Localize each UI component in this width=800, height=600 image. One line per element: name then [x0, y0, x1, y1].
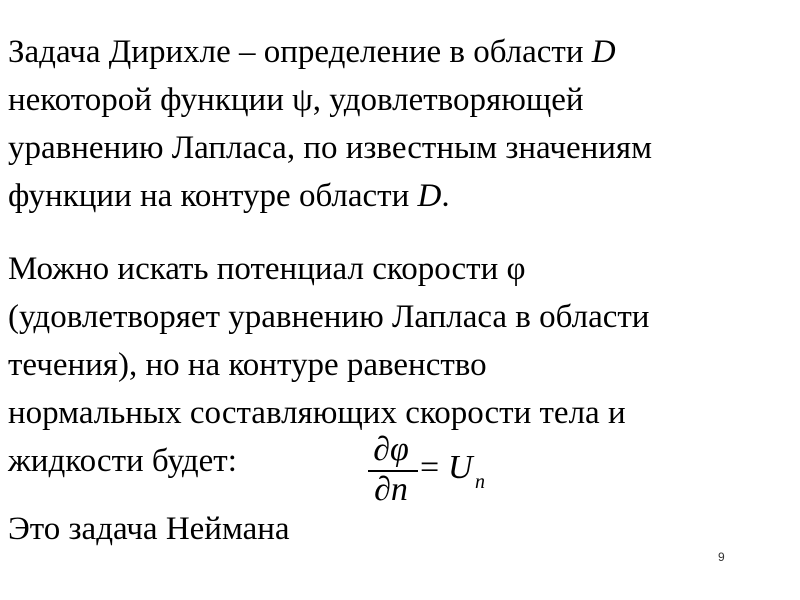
- fraction-denominator: ∂n: [374, 471, 408, 508]
- text-line: [8, 76, 652, 124]
- page-number: 9: [718, 550, 725, 564]
- text-line: [8, 172, 652, 220]
- text-segment: Можно искать потенциал скорости: [8, 251, 507, 287]
- text-segment: Задача Дирихле – определение в области: [8, 34, 592, 70]
- fraction-numerator: ∂φ: [373, 431, 409, 468]
- text-line: уравнению Лапласа, по известным значениям: [8, 130, 652, 166]
- text-segment: , удовлетворяющей: [312, 82, 584, 118]
- variable-d: D: [417, 178, 442, 214]
- text-segment: некоторой функции: [8, 82, 293, 118]
- paragraph-potential: [8, 245, 649, 485]
- variable-d: D: [591, 34, 616, 70]
- paragraph-dirichlet: [8, 28, 652, 220]
- text-line: течения), но на контуре равенство: [8, 347, 487, 383]
- subscript-n: n: [475, 471, 485, 493]
- symbol-psi: ψ: [292, 82, 313, 118]
- equals-sign: =: [420, 449, 440, 486]
- text-segment: функции на контуре области: [8, 178, 418, 214]
- velocity-u: U: [448, 449, 473, 486]
- text-line: нормальных составляющих скорости тела и: [8, 395, 626, 431]
- text-line: (удовлетворяет уравнению Лапласа в области: [8, 299, 650, 335]
- text-line: [8, 245, 649, 293]
- paragraph-neumann: Это задача Неймана: [8, 511, 290, 547]
- text-segment: .: [441, 178, 450, 214]
- text-line: жидкости будет:: [8, 443, 237, 479]
- text-line: [8, 28, 652, 76]
- symbol-phi: φ: [506, 251, 526, 287]
- formula-normal-velocity: [358, 430, 508, 510]
